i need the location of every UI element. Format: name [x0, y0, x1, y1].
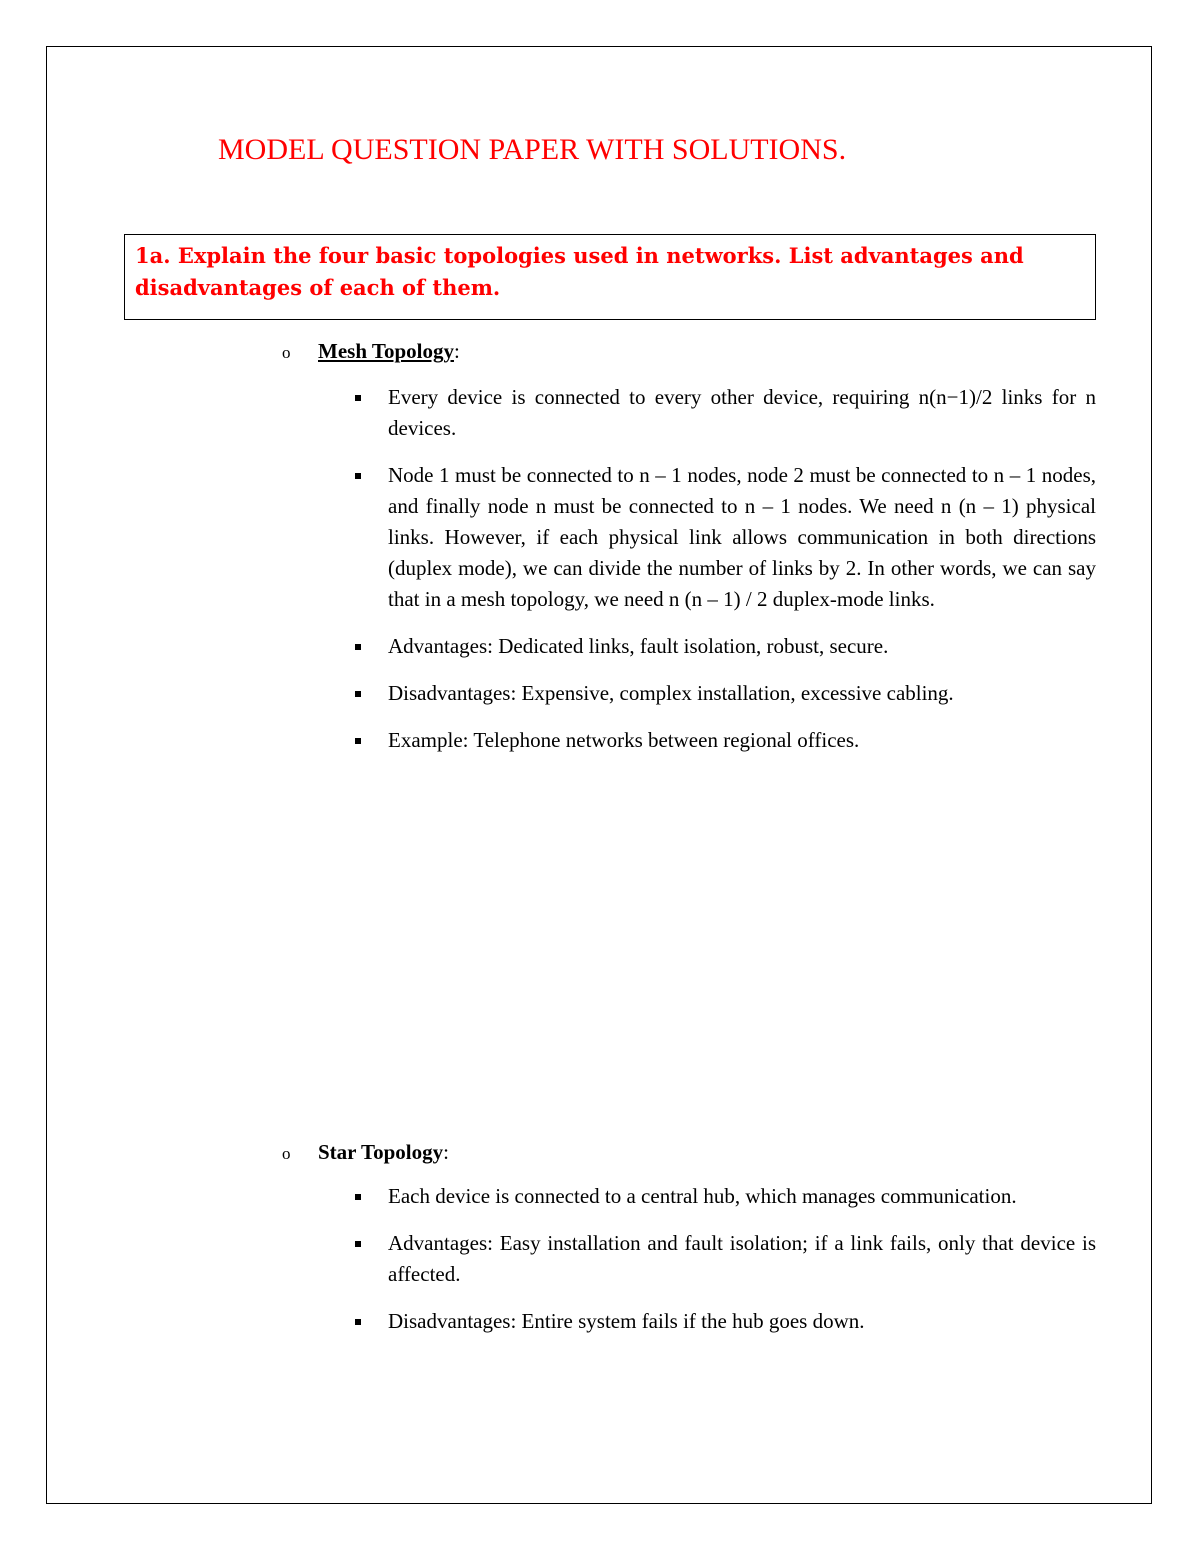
square-bullet-icon [355, 473, 361, 479]
page-title: MODEL QUESTION PAPER WITH SOLUTIONS. [218, 133, 847, 166]
square-bullet-icon [355, 1194, 361, 1200]
mesh-topology-title: Mesh Topology: [318, 339, 460, 363]
mesh-topology-section [280, 336, 1096, 756]
list-item: Advantages: Easy installation and fault isolation; if a link fails, only that device is affected. [280, 1228, 1096, 1290]
star-topology-list [280, 1181, 1096, 1337]
list-item: Node 1 must be connected to n – 1 nodes, node 2 must be connected to n – 1 nodes, and finally node n must be connected to n – 1 nodes. We need n (n – 1) physical links. However, if each physical link allows communication in both directions (duplex mode), we can divide the number of links by 2. In other words, we can say that in a mesh topology, we need n (n – 1) / 2 duplex-mode links. [280, 460, 1096, 615]
circle-bullet-icon: o [282, 343, 291, 362]
square-bullet-icon [355, 644, 361, 650]
square-bullet-icon [355, 691, 361, 697]
list-item: Disadvantages: Expensive, complex installation, excessive cabling. [280, 678, 1096, 709]
square-bullet-icon [355, 1241, 361, 1247]
list-item: Advantages: Dedicated links, fault isolation, robust, secure. [280, 631, 1096, 662]
star-topology-title: Star Topology: [318, 1140, 449, 1164]
question-text: 1a. Explain the four basic topologies used in networks. List advantages and disadvantages of each of them. [135, 243, 1024, 300]
list-item: Each device is connected to a central hub, which manages communication. [280, 1181, 1096, 1212]
list-item: Every device is connected to every other device, requiring n(n−1)/2 links for n devices. [280, 382, 1096, 444]
square-bullet-icon [355, 1319, 361, 1325]
list-item: Example: Telephone networks between regional offices. [280, 725, 1096, 756]
circle-bullet-icon: o [282, 1144, 291, 1163]
mesh-topology-list [280, 382, 1096, 756]
question-box [124, 234, 1096, 320]
mesh-topology-heading [280, 336, 1096, 366]
list-item: Disadvantages: Entire system fails if the hub goes down. [280, 1306, 1096, 1337]
star-topology-section [280, 1137, 1096, 1337]
square-bullet-icon [355, 395, 361, 401]
square-bullet-icon [355, 738, 361, 744]
star-topology-heading [280, 1137, 1096, 1167]
